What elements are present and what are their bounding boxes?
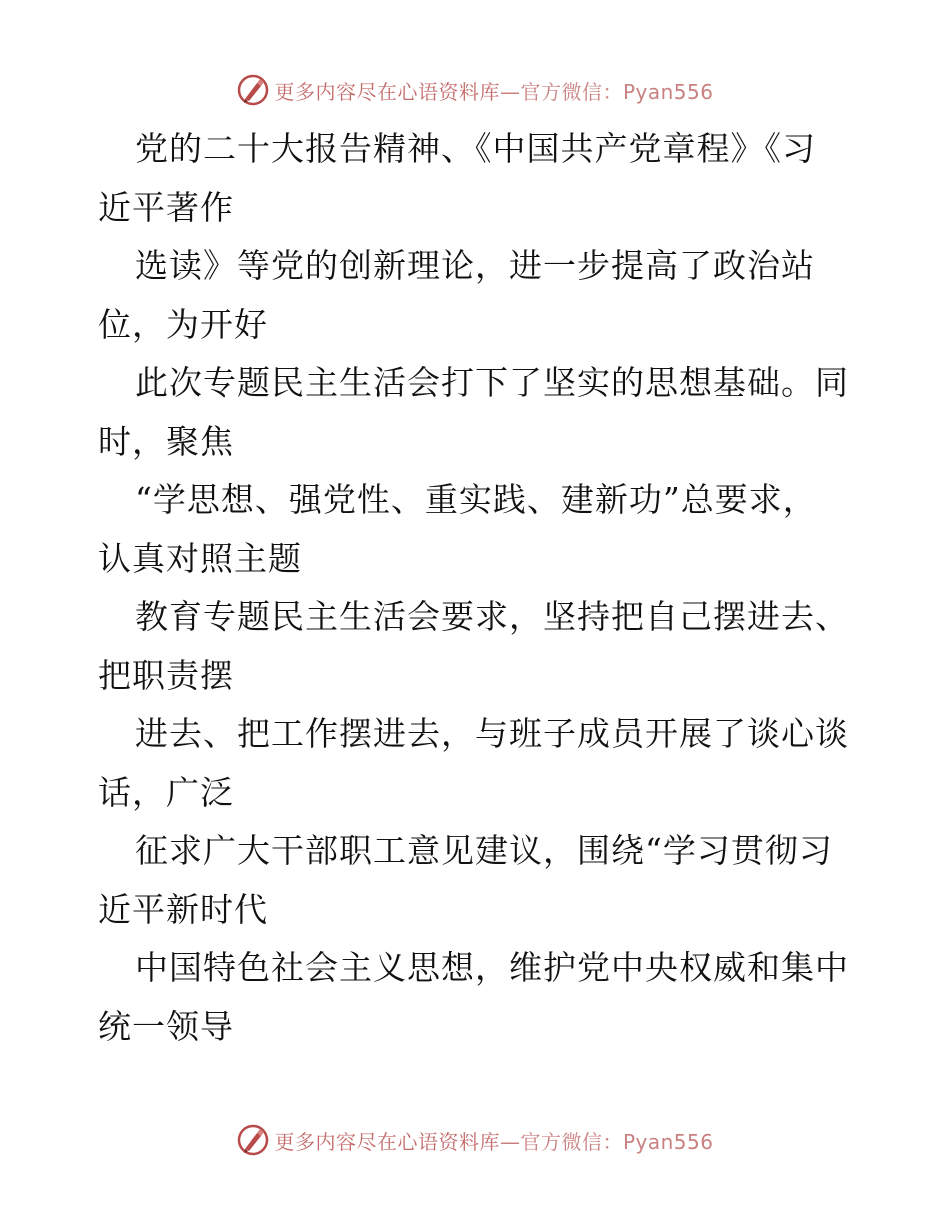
body-line: 近平著作 (98, 187, 234, 227)
body-line: “学思想、强党性、重实践、建新功”总要求， (135, 480, 817, 519)
body-line: 此次专题民主生活会打下了坚实的思想基础。同 (135, 363, 849, 402)
header-banner-text (274, 76, 713, 105)
header-contact-text: —官方微信：Pyan556 (499, 79, 714, 104)
footer-banner-text (274, 1126, 713, 1155)
body-line: 话，广泛 (98, 772, 234, 812)
body-line: 时，聚焦 (98, 421, 234, 461)
body-line: 征求广大干部职工意见建议，围绕“学习贯彻习 (135, 831, 833, 870)
header-site-text: 更多内容尽在心语资料库 (274, 79, 500, 104)
header-banner (0, 70, 950, 110)
footer-contact-text: —官方微信：Pyan556 (499, 1129, 714, 1154)
body-line: 统一领导 (98, 1006, 234, 1046)
footer-banner (0, 1120, 950, 1160)
body-line: 认真对照主题 (98, 538, 302, 578)
body-line: 位，为开好 (98, 304, 268, 344)
body-line: 进去、把工作摆进去，与班子成员开展了谈心谈 (135, 714, 849, 753)
body-line: 把职责摆 (98, 655, 234, 695)
body-line: 党的二十大报告精神、《中国共产党章程》《习 (135, 129, 816, 168)
body-line: 教育专题民主生活会要求，坚持把自己摆进去、 (135, 597, 849, 636)
pen-logo-icon (236, 1123, 270, 1157)
body-line: 选读》等党的创新理论，进一步提高了政治站 (135, 246, 815, 285)
pen-logo-icon (236, 73, 270, 107)
document-body (98, 120, 858, 1056)
footer-site-text: 更多内容尽在心语资料库 (274, 1129, 500, 1154)
body-line: 近平新时代 (98, 889, 268, 929)
body-line: 中国特色社会主义思想，维护党中央权威和集中 (135, 948, 849, 987)
